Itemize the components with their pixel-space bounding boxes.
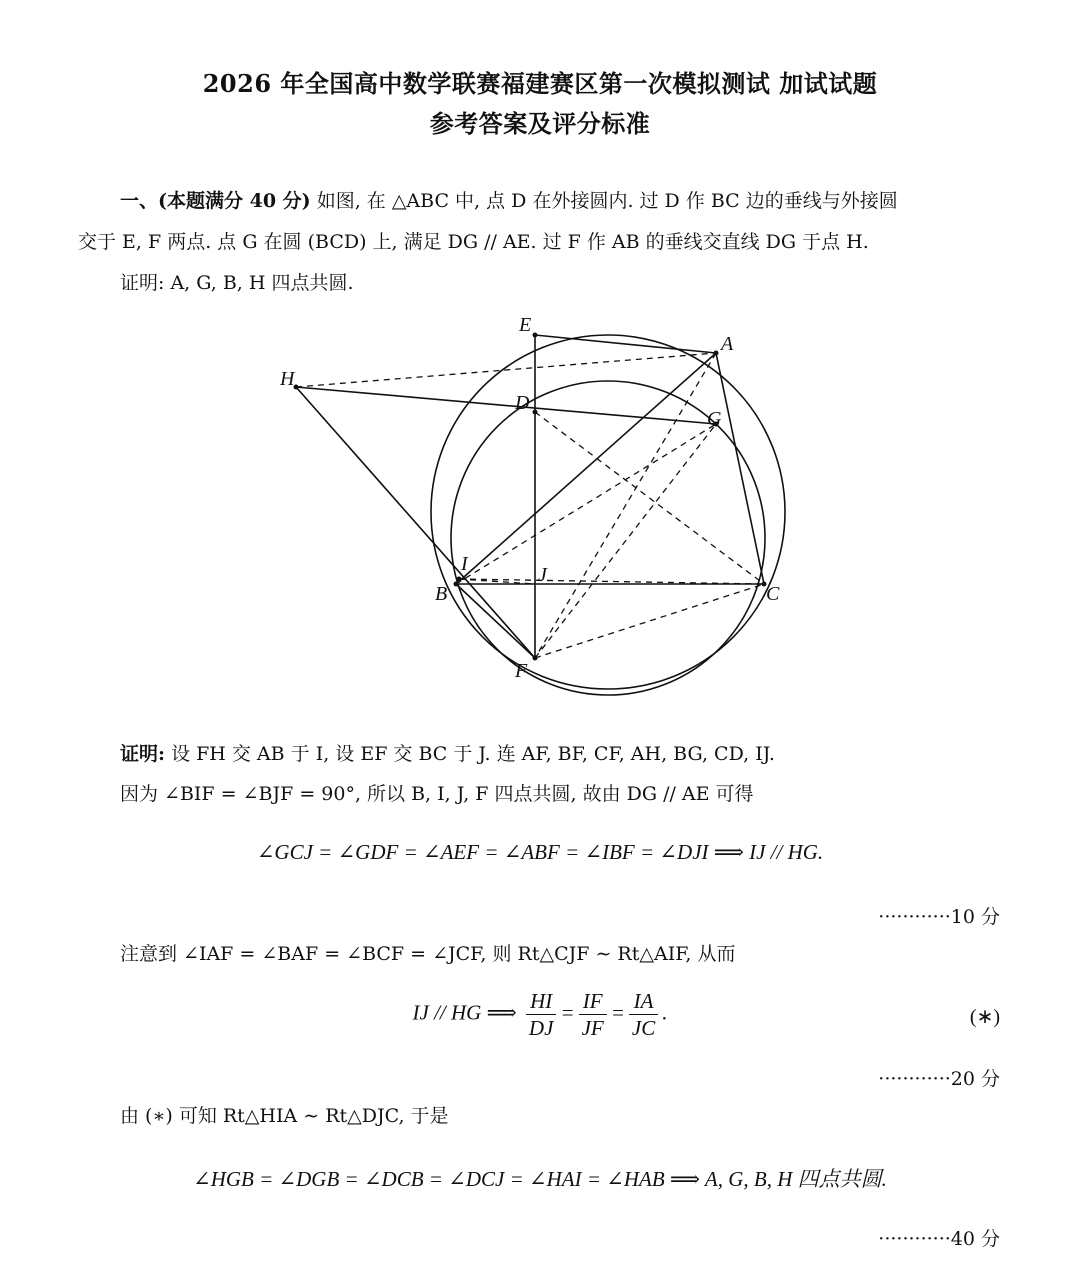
fraction-ia-jc: $\frac{IA}{JC}$ (629, 988, 658, 1041)
equation-tag: (∗) (969, 1006, 1000, 1028)
label-g: G (707, 408, 722, 430)
page-subtitle: 参考答案及评分标准 (429, 109, 651, 138)
label-b: B (435, 583, 448, 605)
label-a: A (721, 333, 734, 355)
segment-fg (535, 424, 716, 658)
segment-fc (535, 584, 764, 658)
page-title: 2026 年全国高中数学联赛福建赛区第一次模拟测试 加试试题 (202, 69, 878, 98)
label-f: F (515, 660, 528, 682)
equation-3: ∠HGB = ∠DGB = ∠DCB = ∠DCJ = ∠HAI = ∠HAB ⟹ A, G, B, H 四点共圆. (193, 1167, 887, 1191)
label-i: I (461, 553, 468, 575)
proof-label: 证明: (120, 743, 166, 765)
problem-text-1: 如图, 在 △ABC 中, 点 D 在外接圆内. 过 D 作 BC 边的垂线与外接圆 (316, 190, 898, 212)
proof-text-1: 设 FH 交 AB 于 I, 设 EF 交 BC 于 J. 连 AF, BF, CF, AH, BG, CD, IJ. (171, 743, 775, 765)
segment-af (535, 353, 716, 658)
problem-text-2: 交于 E, F 两点. 点 G 在圆 (BCD) 上, 满足 DG // AE. 过 F 作 AB 的垂线交直线 DG 于点 H. (78, 231, 869, 253)
label-h: H (280, 368, 295, 390)
fraction-hi-dj: $\frac{HI}{DJ}$ (526, 988, 557, 1041)
segment-ac (716, 353, 764, 584)
equation-1: ∠GCJ = ∠GDF = ∠AEF = ∠ABF = ∠IBF = ∠DJI ⟹ IJ // HG. (256, 840, 824, 864)
label-e: E (519, 314, 532, 336)
score-20: ············20 分 (878, 1068, 1000, 1090)
equation-2: IJ // HG ⟹ $\frac{HI}{DJ}$ = $\frac{IF}{JF}$ = $\frac{IA}{JC}$ . (412, 989, 668, 1040)
proof-text-4: 由 (∗) 可知 Rt△HIA ∼ Rt△DJC, 于是 (120, 1105, 449, 1127)
eq2-lhs: IJ // HG ⟹ (412, 1000, 522, 1025)
segment-ae (535, 335, 716, 353)
problem-text-3: 证明: A, G, B, H 四点共圆. (120, 272, 354, 294)
fraction-if-jf: $\frac{IF}{JF}$ (579, 988, 607, 1041)
circumcircle-abc (431, 335, 785, 689)
segment-bg (456, 424, 716, 584)
segment-ab (456, 353, 716, 584)
segment-hf (296, 387, 535, 658)
proof-text-3: 注意到 ∠IAF = ∠BAF = ∠BCF = ∠JCF, 则 Rt△CJF ∼ Rt△AIF, 从而 (120, 943, 736, 965)
segment-ha (296, 353, 716, 387)
proof-text-2: 因为 ∠BIF = ∠BJF = 90°, 所以 B, I, J, F 四点共圆, 故由 DG // AE 可得 (120, 783, 754, 805)
label-c: C (766, 583, 780, 605)
score-40: ············40 分 (878, 1228, 1000, 1250)
problem-label: 一、(本题满分 40 分) (120, 190, 311, 212)
score-10: ············10 分 (878, 906, 1000, 928)
label-j: J (538, 564, 547, 586)
label-d: D (515, 392, 530, 414)
